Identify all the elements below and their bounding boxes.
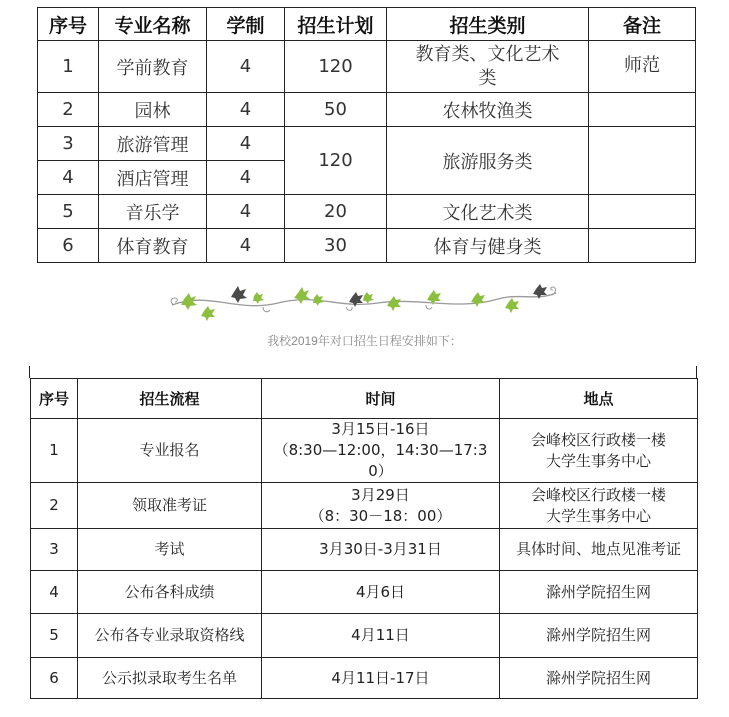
cell-note [589,229,696,263]
cell-step: 公布各科成绩 [78,571,262,614]
cell-note [589,127,696,195]
header-years: 学制 [207,8,285,41]
time-line: （8：30－18：00） [309,506,452,525]
cell-years: 4 [207,161,285,195]
place-line: 会峰校区行政楼一楼 [530,485,666,504]
cell-category: 文化艺术类 [387,195,589,229]
cell-no: 1 [38,41,99,93]
cell-plan: 20 [285,195,387,229]
time-line: 0） [368,462,393,480]
cell-step: 领取准考证 [78,483,262,529]
cell-plan: 30 [285,229,387,263]
majors-table [37,7,696,263]
cell-plan: 50 [285,93,387,127]
cell-category: 农林牧渔类 [387,93,589,127]
cell-time [262,419,500,483]
header-no: 序号 [38,8,99,41]
table-row [38,41,696,93]
vine-divider-icon [168,283,560,323]
cell-time: 4月6日 [262,571,500,614]
cell-place: 具体时间、地点见准考证 [500,529,698,571]
cell-category [387,41,589,93]
cell-note [589,195,696,229]
table-row [31,529,698,571]
cell-major-name: 学前教育 [99,41,207,93]
cell-no: 5 [38,195,99,229]
cell-place [500,419,698,483]
cell-no: 3 [38,127,99,161]
cell-place: 滁州学院招生网 [500,571,698,614]
cell-time: 3月30日-3月31日 [262,529,500,571]
header-time: 时间 [262,379,500,419]
header-no: 序号 [31,379,78,419]
table-row [38,93,696,127]
place-line: 会峰校区行政楼一楼 [530,430,666,449]
cell-major-name: 音乐学 [99,195,207,229]
category-line: 类 [478,67,497,89]
time-line: （8:30—12:00，14:30—17:3 [273,441,488,459]
table-row [31,658,698,699]
table-row [31,419,698,483]
table-row [31,483,698,529]
cell-major-name: 酒店管理 [99,161,207,195]
cell-no: 2 [31,483,78,529]
cell-years: 4 [207,41,285,93]
table-row [38,127,696,161]
border-tick [29,366,30,378]
cell-no: 6 [38,229,99,263]
cell-plan: 120 [285,41,387,93]
cell-place: 滁州学院招生网 [500,658,698,699]
cell-step: 考试 [78,529,262,571]
header-step: 招生流程 [78,379,262,419]
cell-no: 3 [31,529,78,571]
schedule-table [30,378,698,699]
border-tick [696,366,697,378]
header-category: 招生类别 [387,8,589,41]
cell-years: 4 [207,93,285,127]
cell-step: 公布各专业录取资格线 [78,614,262,658]
cell-place: 滁州学院招生网 [500,614,698,658]
cell-major-name: 旅游管理 [99,127,207,161]
cell-major-name: 体育教育 [99,229,207,263]
cell-note: 师范 [589,41,696,93]
cell-step: 公示拟录取考生名单 [78,658,262,699]
cell-time [262,483,500,529]
table-row [31,571,698,614]
cell-years: 4 [207,229,285,263]
cell-no: 4 [38,161,99,195]
header-place: 地点 [500,379,698,419]
table-row [38,195,696,229]
table-row [31,614,698,658]
cell-category: 体育与健身类 [387,229,589,263]
schedule-caption: 我校2019年对口招生日程安排如下： [267,334,462,348]
majors-header-row [38,8,696,41]
cell-note [589,93,696,127]
schedule-header-row [31,379,698,419]
vine-leaves [181,284,547,321]
cell-place [500,483,698,529]
cell-no: 2 [38,93,99,127]
time-line: 3月15日-16日 [331,420,430,438]
header-plan: 招生计划 [285,8,387,41]
cell-no: 4 [31,571,78,614]
cell-no: 5 [31,614,78,658]
cell-major-name: 园林 [99,93,207,127]
place-line: 大学生事务中心 [545,451,651,470]
cell-category: 旅游服务类 [387,127,589,195]
cell-plan: 120 [285,127,387,195]
cell-time: 4月11日 [262,614,500,658]
cell-time: 4月11日-17日 [262,658,500,699]
place-line: 大学生事务中心 [545,506,651,525]
header-note: 备注 [589,8,696,41]
header-major-name: 专业名称 [99,8,207,41]
cell-no: 1 [31,419,78,483]
time-line: 3月29日 [351,485,410,504]
cell-no: 6 [31,658,78,699]
cell-step: 专业报名 [78,419,262,483]
cell-years: 4 [207,195,285,229]
category-line: 教育类、文化艺术 [415,43,560,65]
cell-years: 4 [207,127,285,161]
table-row [38,229,696,263]
